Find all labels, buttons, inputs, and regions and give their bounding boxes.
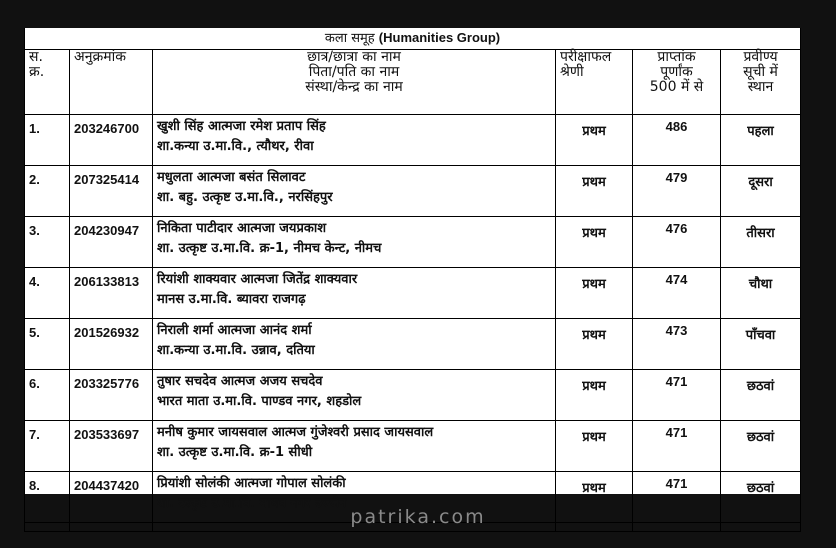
header-serial (25, 50, 70, 115)
group-title-row (25, 28, 801, 50)
roll-number-cell: 201526932 (70, 319, 153, 370)
rank-cell: पहला (721, 115, 801, 166)
student-cell (153, 421, 556, 472)
marks-cell: 479 (633, 166, 721, 217)
school-name: शा.कन्या उ.मा.वि., त्यौथर, रीवा (157, 139, 314, 154)
rank-cell: छठवां (721, 421, 801, 472)
serial-cell: 7. (25, 421, 70, 472)
serial-cell: 8. (25, 472, 70, 523)
division-cell: प्रथम (556, 115, 633, 166)
marks-cell: 471 (633, 472, 721, 523)
roll-number-cell: 204230947 (70, 217, 153, 268)
school-name: शा.कन्या उ.मा.वि. उन्नाव, दतिया (157, 343, 315, 358)
header-division-line1: परीक्षाफल (560, 49, 612, 65)
table-body (25, 115, 801, 523)
header-serial-line1: स. (29, 49, 43, 65)
rank-cell: तीसरा (721, 217, 801, 268)
student-name: निराली शर्मा आत्मजा आनंद शर्मा (157, 323, 312, 338)
rank-cell: छठवां (721, 472, 801, 523)
school-name: मानस उ.मा.वि. ब्यावरा राजगढ़ (157, 292, 306, 307)
division-cell: प्रथम (556, 319, 633, 370)
school-name: शा. बहु. उत्कृष्ट उ.मा.वि., नरसिंहपुर (157, 190, 333, 205)
group-title-english: (Humanities Group) (378, 30, 501, 45)
group-title-hindi: कला समूह (324, 31, 375, 46)
student-name: निकिता पाटीदार आत्मजा जयप्रकाश (157, 221, 327, 236)
rank-cell: चौथा (721, 268, 801, 319)
division-cell: प्रथम (556, 370, 633, 421)
header-name-line1: छात्र/छात्रा का नाम (307, 49, 401, 65)
header-rank-line3: स्थान (747, 79, 774, 95)
student-cell (153, 115, 556, 166)
header-name (153, 50, 556, 115)
table-row (25, 166, 801, 217)
header-division-line2: श्रेणी (560, 64, 584, 80)
school-name: शा. उत्कृष्ट उ.मा.वि. माधव नगर उज्जैन (157, 496, 347, 511)
header-serial-line2: क्र. (29, 64, 45, 80)
header-row (25, 50, 801, 115)
header-roll-label: अनुक्रमांक (74, 49, 126, 65)
table-row (25, 421, 801, 472)
rank-cell: पाँचवा (721, 319, 801, 370)
serial-cell: 5. (25, 319, 70, 370)
marks-cell: 474 (633, 268, 721, 319)
group-title (25, 28, 801, 50)
header-name-line2: पिता/पति का नाम (308, 64, 400, 80)
student-name: रियांशी शाक्यवार आत्मजा जितेंद्र शाक्यवार (157, 272, 358, 287)
rank-cell: दूसरा (721, 166, 801, 217)
merit-list-sheet (24, 28, 800, 511)
header-marks-line2: पूर्णांक (660, 64, 693, 80)
serial-cell: 2. (25, 166, 70, 217)
marks-cell: 486 (633, 115, 721, 166)
division-cell: प्रथम (556, 166, 633, 217)
student-name: खुशी सिंह आत्मजा रमेश प्रताप सिंह (157, 119, 326, 134)
division-cell: प्रथम (556, 217, 633, 268)
rank-cell: छठवां (721, 370, 801, 421)
student-cell (153, 370, 556, 421)
header-marks-line1: प्राप्तांक (657, 49, 696, 65)
student-cell (153, 166, 556, 217)
roll-number-cell: 206133813 (70, 268, 153, 319)
student-name: प्रियांशी सोलंकी आत्मजा गोपाल सोलंकी (157, 476, 346, 491)
table-row (25, 319, 801, 370)
header-marks (633, 50, 721, 115)
student-cell (153, 268, 556, 319)
table-row (25, 370, 801, 421)
table-row (25, 115, 801, 166)
header-rank-line1: प्रवीण्य (743, 49, 778, 65)
student-name: तुषार सचदेव आत्मज अजय सचदेव (157, 374, 323, 389)
watermark: patrika.com (350, 506, 486, 528)
division-cell: प्रथम (556, 421, 633, 472)
roll-number-cell: 204437420 (70, 472, 153, 523)
roll-number-cell: 203325776 (70, 370, 153, 421)
serial-cell: 6. (25, 370, 70, 421)
serial-cell: 1. (25, 115, 70, 166)
serial-cell: 3. (25, 217, 70, 268)
school-name: शा. उत्कृष्ट उ.मा.वि. क्र-1, नीमच केन्ट, नीमच (157, 241, 382, 256)
school-name: भारत माता उ.मा.वि. पाण्डव नगर, शहडोल (157, 394, 362, 409)
header-rank-line2: सूची में (743, 64, 778, 80)
roll-number-cell: 203533697 (70, 421, 153, 472)
header-marks-line3: 500 में से (649, 79, 704, 95)
marks-cell: 476 (633, 217, 721, 268)
marks-cell: 471 (633, 370, 721, 421)
student-name: मनीष कुमार जायसवाल आत्मज गुंजेश्वरी प्रसाद जायसवाल (157, 425, 434, 440)
table-row (25, 268, 801, 319)
marks-cell: 473 (633, 319, 721, 370)
roll-number-cell: 203246700 (70, 115, 153, 166)
student-cell (153, 319, 556, 370)
table-row (25, 217, 801, 268)
division-cell: प्रथम (556, 268, 633, 319)
merit-table (24, 28, 801, 532)
division-cell: प्रथम (556, 472, 633, 523)
roll-number-cell: 207325414 (70, 166, 153, 217)
student-name: मधुलता आत्मजा बसंत सिलावट (157, 170, 306, 185)
marks-cell: 471 (633, 421, 721, 472)
header-rank (721, 50, 801, 115)
serial-cell: 4. (25, 268, 70, 319)
school-name: शा. उत्कृष्ट उ.मा.वि. क्र-1 सीधी (157, 445, 313, 460)
header-roll (70, 50, 153, 115)
student-cell (153, 217, 556, 268)
header-division (556, 50, 633, 115)
header-name-line3: संस्था/केन्द्र का नाम (305, 79, 403, 95)
